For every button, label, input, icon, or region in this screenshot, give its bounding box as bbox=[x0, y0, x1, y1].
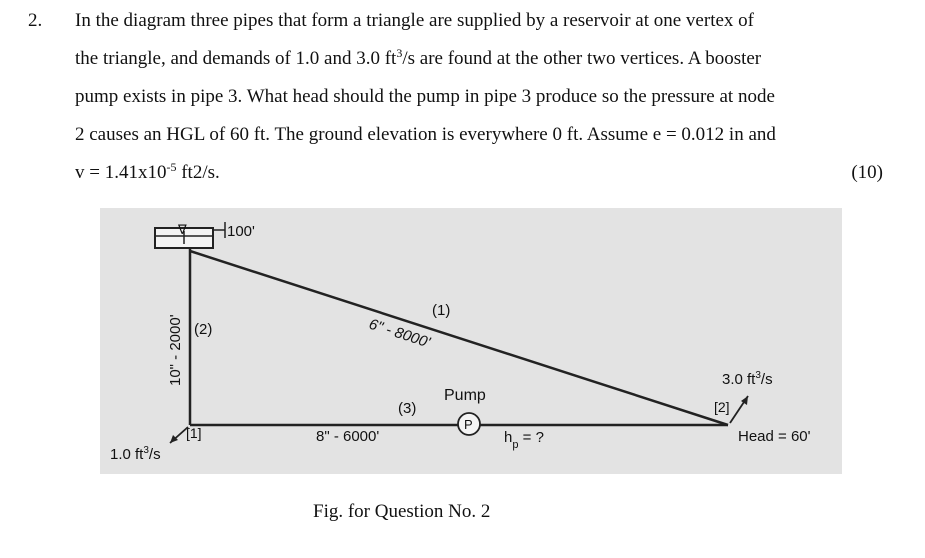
node-2-demand-sup: 3 bbox=[755, 370, 761, 381]
node-2-demand-unit: /s bbox=[760, 371, 773, 388]
pump-symbol: P bbox=[464, 417, 473, 432]
viscosity-text: v = 1.41x10 bbox=[75, 162, 167, 183]
pipe-network-figure bbox=[100, 208, 842, 474]
node-1-demand-value: 1.0 ft bbox=[110, 446, 144, 463]
viscosity-exponent: -5 bbox=[166, 160, 177, 174]
pump-head-h: h bbox=[504, 429, 513, 446]
node-1-demand-sup: 3 bbox=[143, 445, 149, 456]
viscosity-unit: ft2/s. bbox=[176, 162, 220, 183]
pump-head-equals: = ? bbox=[518, 429, 544, 446]
node-1-demand-unit: /s bbox=[148, 446, 161, 463]
pipe-3-spec: 8" - 6000' bbox=[316, 428, 380, 445]
question-text-line-2 bbox=[75, 48, 761, 70]
node-2-label: [2] bbox=[714, 399, 730, 415]
question-text-line-1: In the diagram three pipes that form a triangle are supplied by a reservoir at one vertex of bbox=[75, 10, 754, 31]
pipe-3-number: (3) bbox=[398, 400, 417, 417]
question-number: 2. bbox=[28, 10, 43, 31]
node-2-demand bbox=[722, 370, 773, 388]
question-text-line-5 bbox=[75, 162, 220, 184]
pump-head-subscript: p bbox=[512, 439, 519, 451]
pipe-2-number: (2) bbox=[194, 321, 213, 338]
node-2-demand-value: 3.0 ft bbox=[722, 371, 756, 388]
node-1-demand bbox=[110, 445, 161, 463]
line2-text-a: the triangle, and demands of 1.0 and 3.0 ft bbox=[75, 48, 397, 69]
figure-caption: Fig. for Question No. 2 bbox=[313, 501, 491, 522]
reservoir bbox=[155, 222, 255, 248]
line2-superscript: 3 bbox=[396, 46, 403, 60]
node-2-head: Head = 60' bbox=[738, 428, 811, 445]
reservoir-elevation: 100' bbox=[227, 223, 255, 240]
pipe-2-spec: 10" - 2000' bbox=[167, 314, 184, 386]
node-1-label: [1] bbox=[186, 425, 202, 441]
question-text-line-3: pump exists in pipe 3. What head should the pump in pipe 3 produce so the pressure at node bbox=[75, 86, 775, 107]
pipe-1-number: (1) bbox=[432, 302, 451, 319]
pump-label: Pump bbox=[444, 387, 486, 404]
question-marks: (10) bbox=[851, 162, 883, 183]
pump-head-unknown bbox=[504, 429, 544, 451]
line2-text-b: /s are found at the other two vertices. A booster bbox=[402, 48, 762, 69]
question-text-line-4: 2 causes an HGL of 60 ft. The ground elevation is everywhere 0 ft. Assume e = 0.012 in and bbox=[75, 124, 776, 145]
pipe-1-spec: 6" - 8000' bbox=[366, 315, 433, 352]
water-surface-icon: ∇ bbox=[178, 222, 187, 237]
pipe-network-diagram bbox=[100, 208, 842, 474]
